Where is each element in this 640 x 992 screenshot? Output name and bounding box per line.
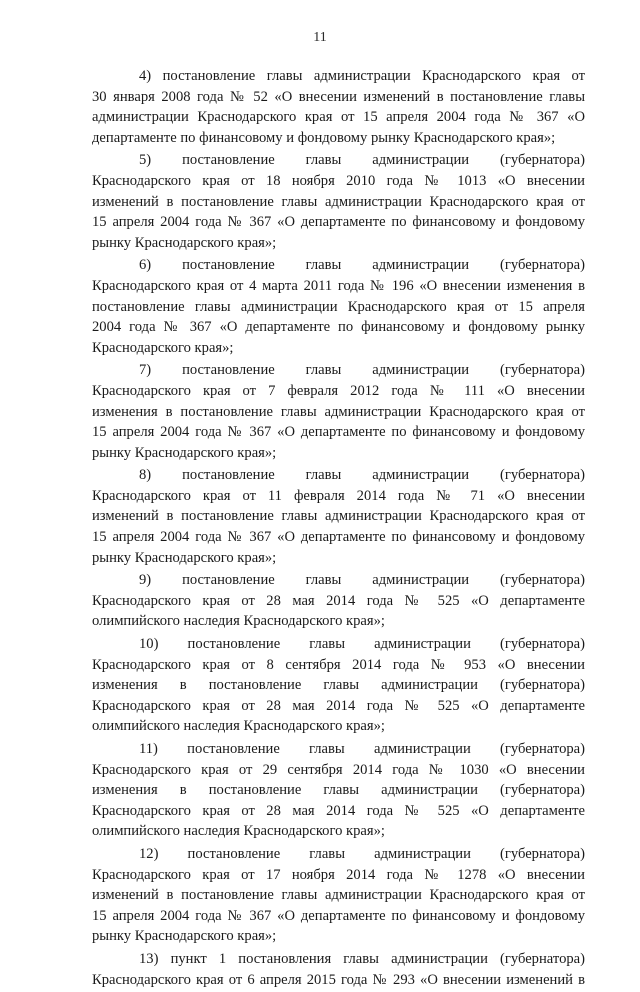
text-line: Краснодарского края от 28 мая 2014 года № 525 «О департаменте — [92, 592, 585, 609]
list-item-9 — [92, 570, 585, 632]
text-line: рынку Краснодарского края»; — [92, 234, 277, 251]
text-line: Краснодарского края от 8 сентября 2014 года № 953 «О внесении — [92, 656, 585, 673]
text-line: 5) постановление главы администрации (губернатора) — [139, 152, 585, 169]
text-line: 12) постановление главы администрации (губернатора) — [139, 845, 585, 862]
list-item-11 — [92, 739, 585, 842]
text-line: рынку Краснодарского края»; — [92, 928, 277, 945]
text-line: департаменте по финансовому и фондовому рынку Краснодарского края»; — [92, 129, 556, 146]
list-item-13 — [92, 949, 585, 990]
text-line: 13) пункт 1 постановления главы администрации (губернатора) — [139, 950, 585, 967]
text-line: 15 апреля 2004 года № 367 «О департаменте по финансовому и фондовому — [92, 529, 585, 546]
text-line: Краснодарского края от 18 ноября 2010 года № 1013 «О внесении — [92, 172, 585, 189]
text-line: олимпийского наследия Краснодарского края»; — [92, 823, 385, 840]
text-line: Краснодарского края от 4 марта 2011 года № 196 «О внесении изменения в — [92, 277, 585, 294]
text-line: 6) постановление главы администрации (губернатора) — [139, 257, 585, 274]
text-line: Краснодарского края от 11 февраля 2014 года № 71 «О внесении — [92, 487, 585, 504]
text-line: изменения в постановление главы администрации Краснодарского края от — [92, 403, 585, 420]
text-line: рынку Краснодарского края»; — [92, 444, 277, 461]
text-line: олимпийского наследия Краснодарского края»; — [92, 613, 385, 630]
text-line: Краснодарского края от 6 апреля 2015 года № 293 «О внесении изменений в — [92, 971, 585, 988]
text-line: изменения в постановление главы администрации (губернатора) — [92, 782, 585, 799]
text-line: изменения в постановление главы администрации (губернатора) — [92, 677, 585, 694]
text-line: 4) постановление главы администрации Краснодарского края от — [139, 68, 585, 84]
text-line: 2004 года № 367 «О департаменте по финансовому и фондовому рынку — [92, 319, 585, 336]
text-line: 7) постановление главы администрации (губернатора) — [139, 362, 585, 379]
text-line: Краснодарского края от 28 мая 2014 года № 525 «О департаменте — [92, 697, 585, 714]
text-line: олимпийского наследия Краснодарского края»; — [92, 718, 385, 735]
text-line: 15 апреля 2004 года № 367 «О департаменте по финансовому и фондовому — [92, 214, 585, 231]
list-item-12 — [92, 844, 585, 947]
text-line: Краснодарского края»; — [92, 339, 234, 356]
text-line: Краснодарского края от 29 сентября 2014 года № 1030 «О внесении — [92, 761, 585, 778]
page-number: 11 — [313, 30, 327, 45]
list-item-7 — [92, 360, 585, 463]
document-body — [92, 66, 585, 992]
list-item-10 — [92, 634, 585, 737]
text-line: 8) постановление главы администрации (губернатора) — [139, 467, 585, 484]
text-line: 15 апреля 2004 года № 367 «О департаменте по финансовому и фондовому — [92, 907, 585, 924]
text-line: изменений в постановление главы администрации Краснодарского края от — [92, 193, 585, 210]
text-line: администрации Краснодарского края от 15 апреля 2004 года № 367 «О — [92, 109, 585, 126]
list-item-6 — [92, 255, 585, 358]
text-line: изменений в постановление главы администрации Краснодарского края от — [92, 887, 585, 904]
list-item-5 — [92, 150, 585, 253]
text-line: изменений в постановление главы администрации Краснодарского края от — [92, 508, 585, 525]
text-line: 30 января 2008 года № 52 «О внесении изменений в постановление главы — [92, 88, 585, 105]
text-line: постановление главы администрации Краснодарского края от 15 апреля — [92, 298, 585, 315]
text-line: 15 апреля 2004 года № 367 «О департаменте по финансовому и фондовому — [92, 424, 585, 441]
list-item-4 — [92, 66, 585, 148]
text-line: 11) постановление главы администрации (губернатора) — [139, 741, 585, 757]
text-line: Краснодарского края от 7 февраля 2012 года № 111 «О внесении — [92, 382, 585, 399]
text-line: Краснодарского края от 28 мая 2014 года № 525 «О департаменте — [92, 802, 585, 819]
text-line: рынку Краснодарского края»; — [92, 549, 277, 566]
text-line: 9) постановление главы администрации (губернатора) — [139, 572, 585, 589]
text-line: Краснодарского края от 17 ноября 2014 года № 1278 «О внесении — [92, 866, 585, 883]
text-line: 10) постановление главы администрации (губернатора) — [139, 636, 585, 653]
list-item-8 — [92, 465, 585, 568]
